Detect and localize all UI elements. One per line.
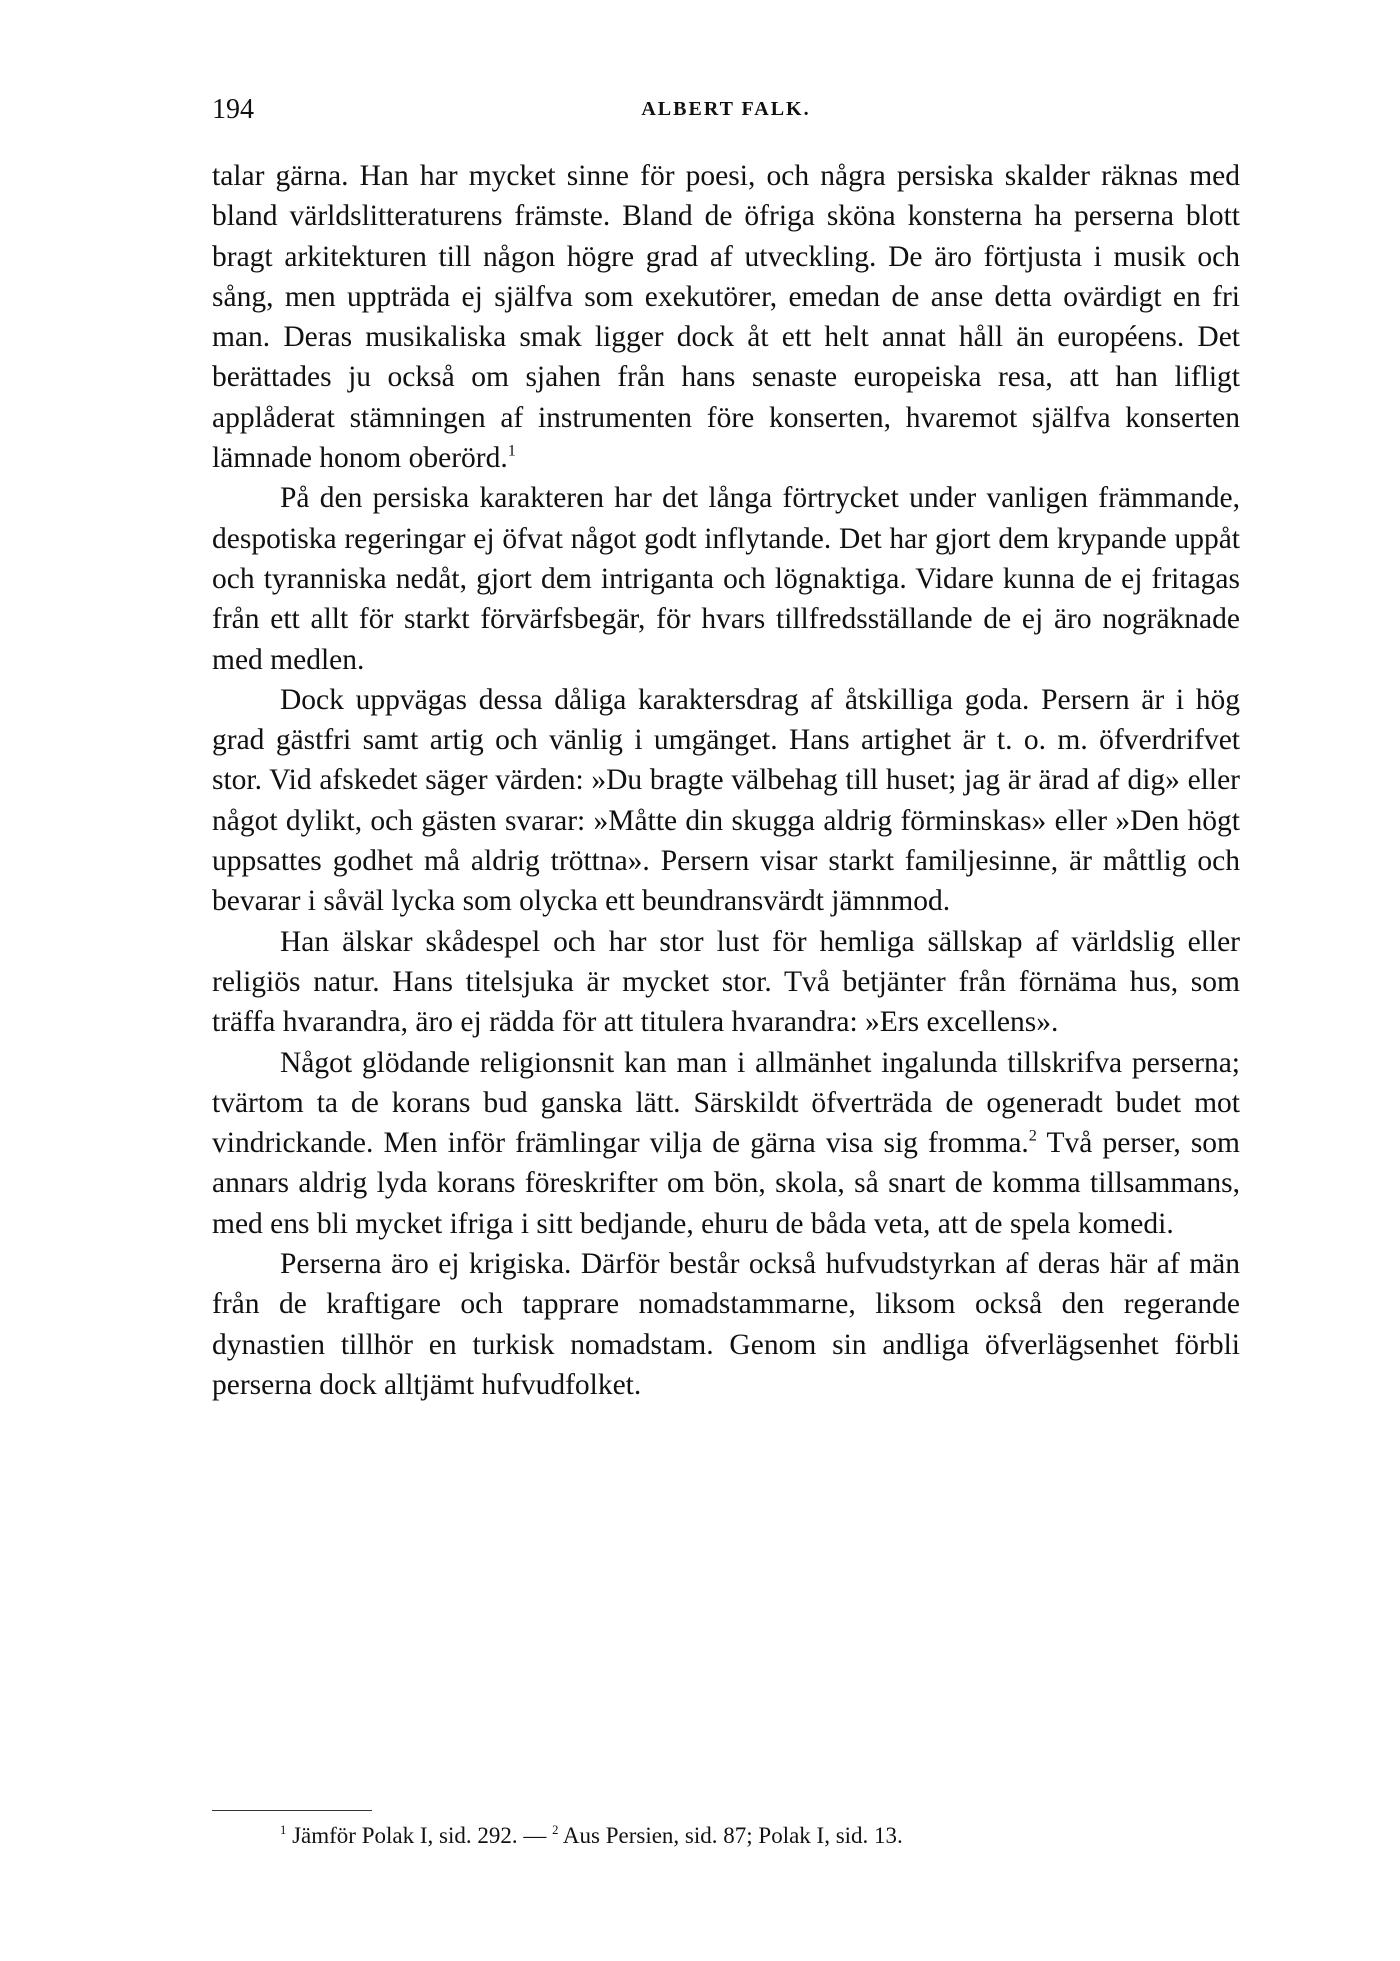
footnote-1-text: Jämför Polak I, sid. 292. —: [292, 1823, 547, 1848]
paragraph-2: På den persiska karakteren har det långa förtrycket under vanligen främmande, despotiska regeringar ej öfvat något godt inflytande. Det har gjort dem krypande uppåt och tyranniska nedåt, gjort dem intriganta och lögnaktiga. Vidare kunna de ej fritagas från ett allt för starkt förvärfsbegär, för hvars tillfredsställande de ej äro nogräknade med medlen.: [212, 482, 1240, 676]
footnote-1-mark: 1: [280, 1823, 287, 1838]
footnote-2-text: Aus Persien, sid. 87; Polak I, sid. 13.: [562, 1823, 903, 1848]
paragraph-4: Han älskar skådespel och har stor lust för hemliga sällskap af världslig eller religiös natur. Hans titelsjuka är mycket stor. Två betjänter från förnäma hus, som träffa hvarandra, äro ej rädda för att titulera hvarandra: »Ers excellens».: [212, 925, 1240, 1039]
footnote-ref-2: 2: [1028, 1126, 1037, 1145]
paragraph-1-text: talar gärna. Han har mycket sinne för poesi, och några persiska skalder räknas med bland världslitteraturens främste. Bland de öfriga sköna konsterna ha perserna blott bragt arkitekturen till någon högre grad af utveckling. De äro förtjusta i musik och sång, men uppträda ej själfva som exekutörer, emedan de anse detta ovärdigt en fri man. Deras musikaliska smak ligger dock åt ett helt annat håll än européens. Det berättades ju också om sjahen från hans senaste europeiska resa, att han lifligt applåderat stämningen af instrumenten före konserten, hvaremot själfva konserten lämnade honom oberörd.: [212, 160, 1240, 475]
paragraph-5-text-a: Något glödande religionsnit kan man i allmänhet ingalunda tillskrifva perserna; tvärtom ta de korans bud ganska lätt. Särskildt öfverträda de ogeneradt budet mot vindrickande. Men inför främlingar vilja de gärna visa sig fromma.: [212, 1046, 1240, 1160]
body-text: [212, 156, 1240, 1405]
page-number: 194: [212, 94, 254, 125]
paragraph-5-text-b: Två perser, som annars aldrig lyda korans föreskrifter om bön, skola, så snart de komma tillsammans, med ens bli mycket ifriga i sitt bedjande, ehuru de båda veta, att de spela komedi.: [212, 1127, 1241, 1240]
page-header: [212, 94, 1240, 134]
paragraph-6: Perserna äro ej krigiska. Därför består också hufvudstyrkan af deras här af män från de kraftigare och tapprare nomadstammarne, liksom också den regerande dynastien tillhör en turkisk nomadstam. Genom sin andliga öfverlägsenhet förbli perserna dock alltjämt hufvudfolket.: [212, 1248, 1240, 1401]
paragraph-3: Dock uppvägas dessa dåliga karaktersdrag af åtskilliga goda. Persern är i hög grad gästfri samt artig och vänlig i umgänget. Hans artighet är t. o. m. öfverdrifvet stor. Vid afskedet säger värden: »Du bragte välbehag till huset; jag är ärad af dig» eller något dylikt, och gästen svarar: »Måtte din skugga aldrig förminskas» eller »Den högt uppsattes godhet må aldrig tröttna». Persern visar starkt familjesinne, är måttlig och bevarar i såväl lycka som olycka ett beundransvärdt jämnmod.: [212, 683, 1240, 918]
paragraph-1: [212, 156, 1240, 478]
running-head: ALBERT FALK.: [641, 98, 811, 120]
footnote-2-mark: 2: [552, 1823, 559, 1838]
footnotes: [280, 1820, 1240, 1852]
paragraph-5: [212, 1043, 1240, 1244]
footnote-ref-1: 1: [507, 441, 516, 460]
footnote-rule: [212, 1810, 372, 1811]
